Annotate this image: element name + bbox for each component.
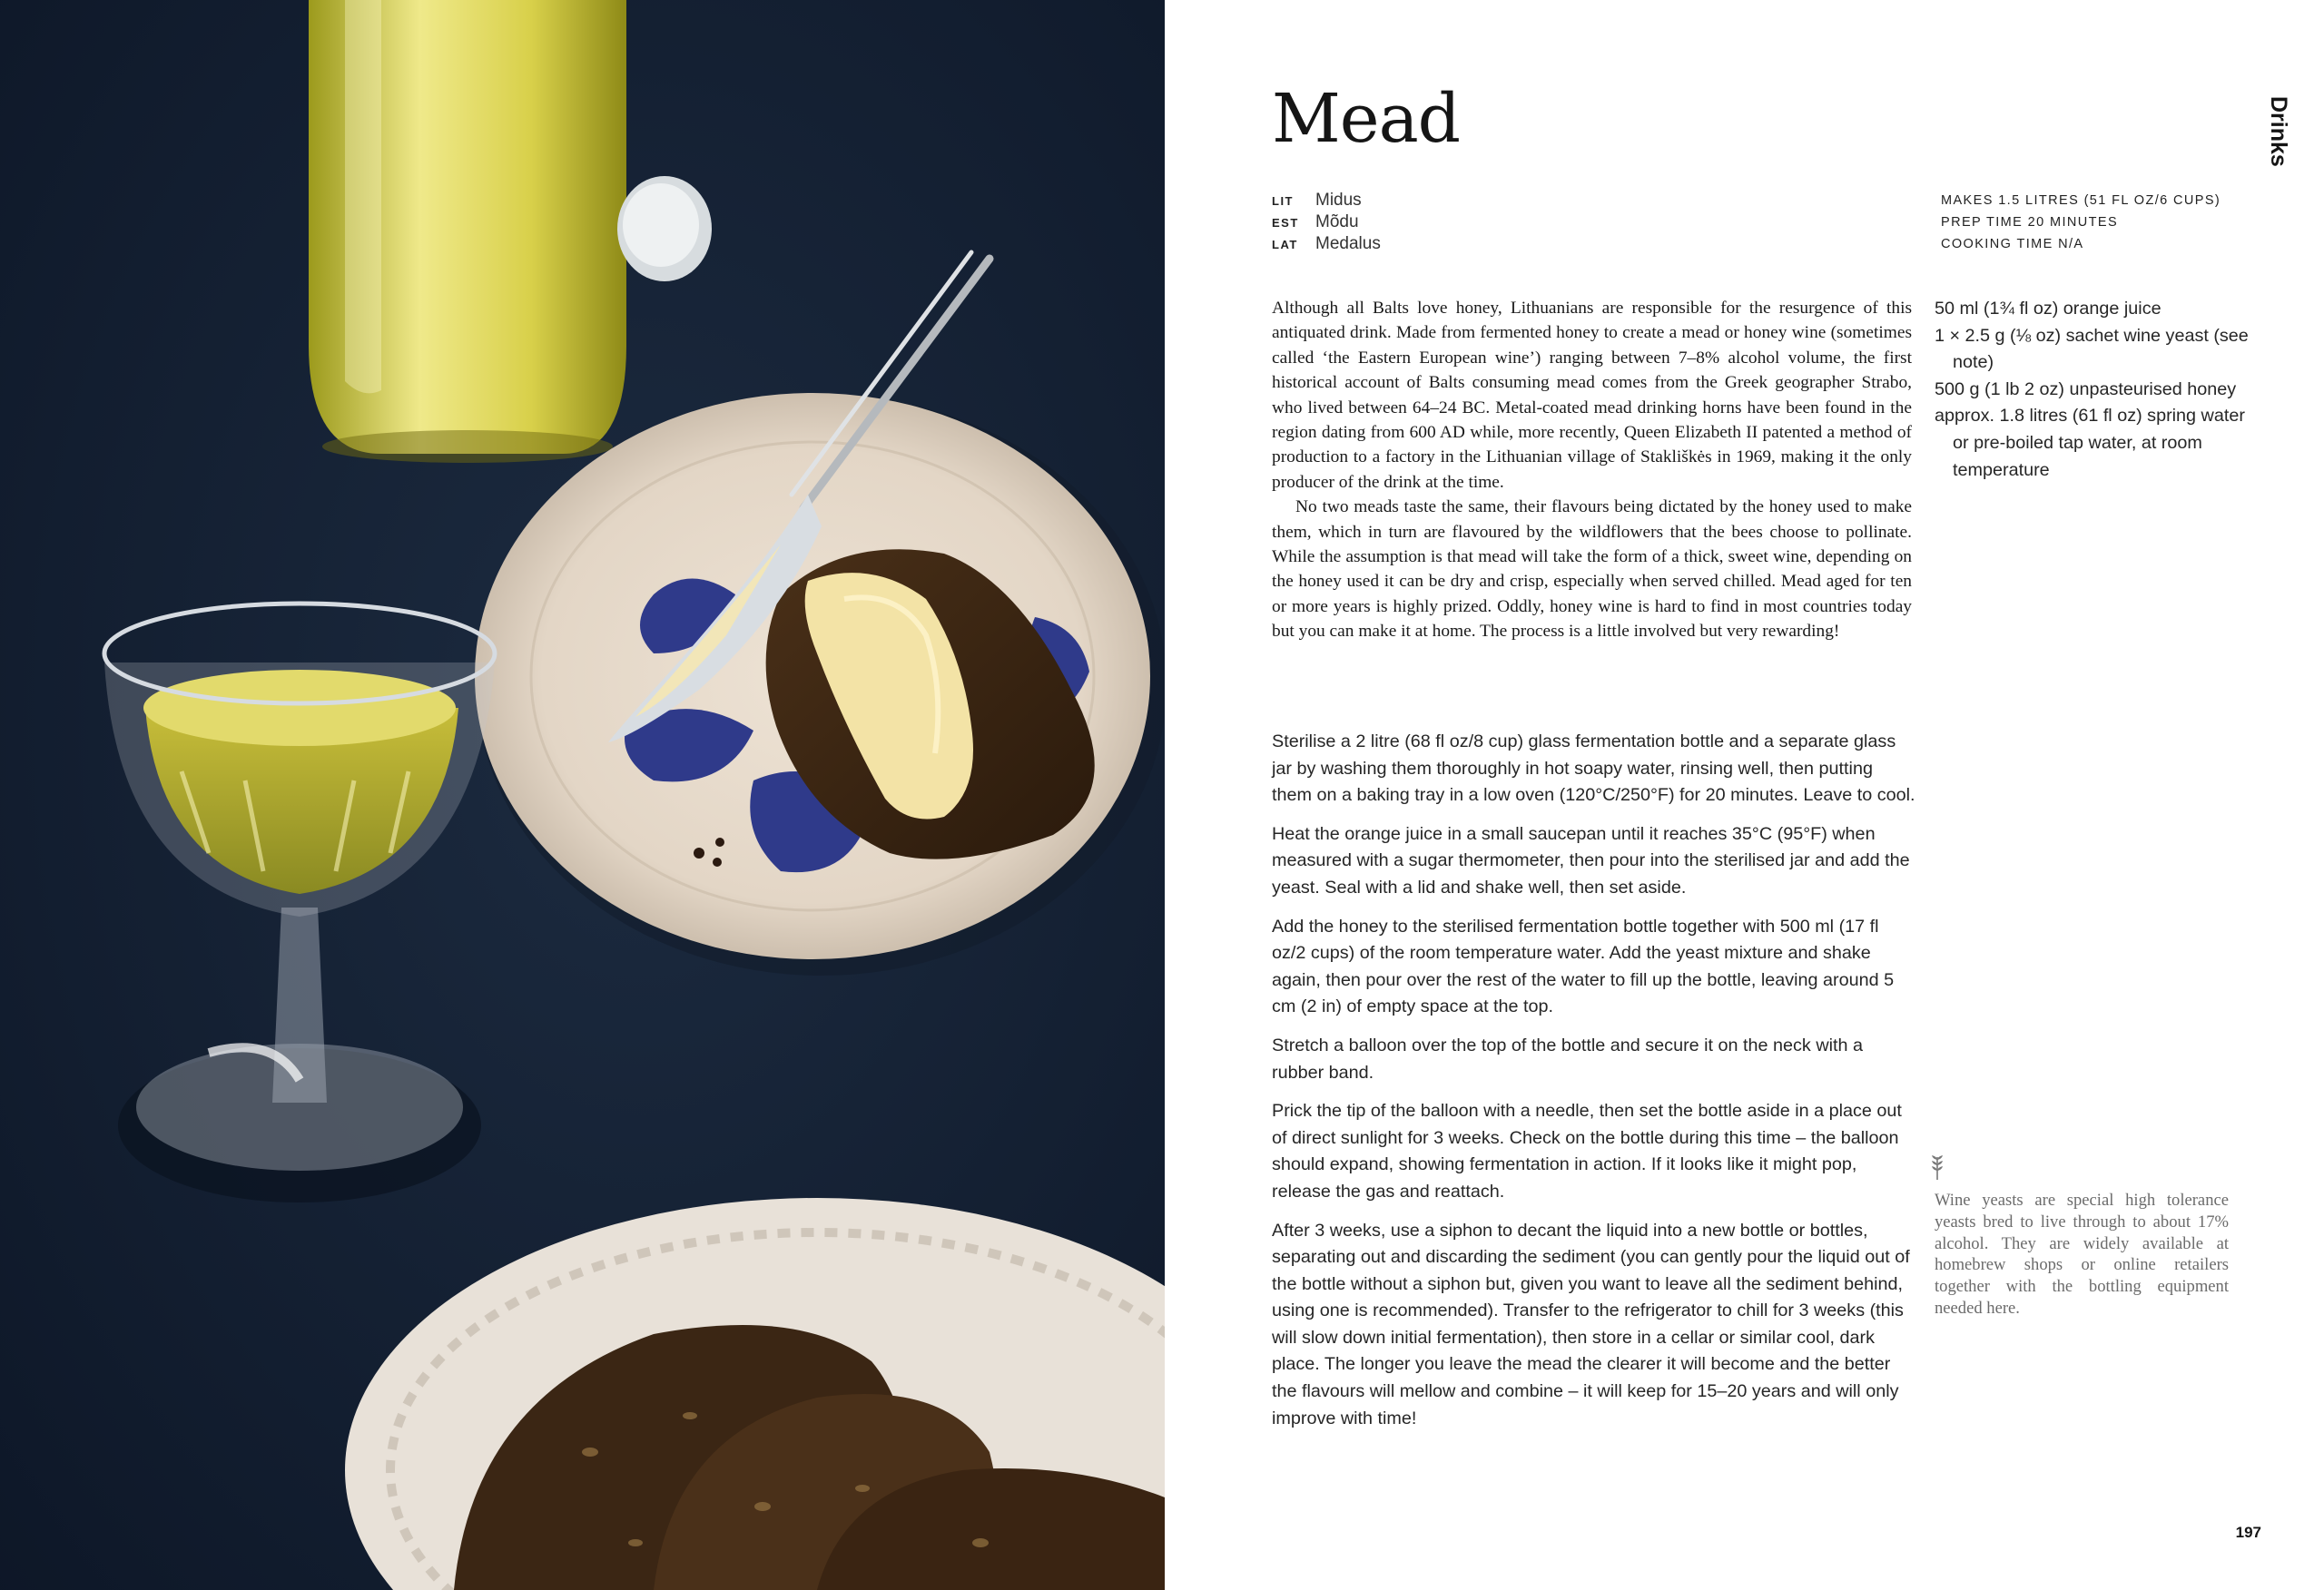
intro-text (1272, 296, 1912, 644)
recipe-page (1165, 0, 2324, 1590)
recipe-title: Mead (1272, 80, 1461, 158)
prep-time-text: PREP TIME 20 MINUTES (1941, 215, 2119, 230)
language-code: LAT (1272, 238, 1298, 251)
alternate-names (1272, 190, 1381, 255)
local-name: Mõdu (1315, 212, 1359, 231)
cooking-time-text: COOKING TIME N/A (1941, 237, 2084, 251)
yeast-note: Wine yeasts are special high tolerance yeasts bred to live through to about 17% alcohol. They are widely available at homebrew shops or online retailers together with the bottling equipment needed here. (1935, 1191, 2229, 1318)
language-code: EST (1272, 216, 1299, 230)
local-name: Midus (1315, 191, 1362, 210)
page-number: 197 (2235, 1524, 2261, 1541)
alternate-name-row (1272, 233, 1381, 255)
ingredient-item: 1 × 2.5 g (⅛ oz) sachet wine yeast (see note) (1935, 325, 2249, 373)
bottle-cap (617, 176, 712, 281)
method-step: Add the honey to the sterilised fermentation bottle together with 500 ml (17 fl oz/2 cups) of the room temperature water. Add the yeast mixture and shake again, then pour over the rest of the water to fill up the bottle, leaving around 5 cm (2 in) of empty space at the top. (1272, 916, 1895, 1017)
mead-bottle (309, 0, 626, 463)
section-tab: Drinks (2266, 96, 2291, 167)
recipe-meta (1941, 190, 2221, 255)
local-name: Medalus (1315, 234, 1381, 253)
alternate-name-row (1272, 190, 1381, 211)
method-step: Sterilise a 2 litre (68 fl oz/8 cup) glass fermentation bottle and a separate glass jar by washing them thoroughly in hot soapy water, rinsing well, then putting them on a baking tray in a low oven (120°C/250°F) for 20 minutes. Leave to cool. (1272, 731, 1915, 806)
ingredient-item: approx. 1.8 litres (61 fl oz) spring water or pre-boiled tap water, at room temperature (1935, 406, 2245, 480)
method-step: After 3 weeks, use a siphon to decant the liquid into a new bottle or bottles, separating out and discarding the sediment (you can gently pour the liquid out of the bottle without a siphon but, given you want to leave all the sediment behind, using one is recommended). Transfer to the refrigerator to chill for 3 weeks (this will slow down initial fermentation), then store in a cellar or similar cool, dark place. The longer you leave the mead the clearer it will become and the better the flavours will mellow and combine – it will keep for 15–20 years and will only improve with time! (1272, 1220, 1910, 1428)
language-code: LIT (1272, 194, 1294, 208)
ingredient-item: 50 ml (1¾ fl oz) orange juice (1935, 299, 2162, 319)
method-step: Heat the orange juice in a small saucepan until it reaches 35°C (95°F) when measured with a sugar thermometer, then pour into the sterilised jar and add the yeast. Seal with a lid and shake well, then set aside. (1272, 823, 1910, 898)
method-step: Prick the tip of the balloon with a needle, then set the bottle aside in a place out of direct sunlight for 3 weeks. Check on the bottle during this time – the balloon should expand, showing fermentation in action. If it looks like it might pop, release the gas and reattach. (1272, 1101, 1902, 1202)
intro-paragraph: No two meads taste the same, their flavours being dictated by the honey used to make them, which in turn are flavoured by the wildflowers that the bees choose to pollinate. While the assumption is that mead will take the form of a thick, sweet wine, depending on the honey used it can be dry and crisp, especially when served chilled. Mead aged for ten or more years is highly prized. Oddly, honey wine is hard to find in most countries today but you can make it at home. The process is a little involved but very rewarding! (1272, 497, 1912, 642)
ingredient-item: 500 g (1 lb 2 oz) unpasteurised honey (1935, 378, 2237, 399)
yield-text: MAKES 1.5 LITRES (51 FL OZ/6 CUPS) (1941, 193, 2221, 208)
method-steps (1272, 729, 1916, 1444)
intro-paragraph: Although all Balts love honey, Lithuanians are responsible for the resurgence of this antiquated drink. Made from fermented honey to create a mead or honey wine (sometimes called ‘the Eastern European wine’) ranging between 7–8% alcohol volume, the first historical account of Balts consuming mead comes from the Greek geographer Strabo, who lived between 64–24 BC. Metal-coated mead drinking horns have been found in the region dating from 600 AD while, more recently, Queen Elizabeth II patented a method of production to a factory in the Lithuanian village of Stakliškės in 1969, making it the only producer of the drink at the time. (1272, 299, 1912, 492)
ingredient-list (1935, 296, 2257, 484)
alternate-name-row (1272, 211, 1381, 233)
wheat-icon (1927, 1153, 1947, 1181)
method-step: Stretch a balloon over the top of the bottle and secure it on the neck with a rubber band. (1272, 1035, 1863, 1083)
